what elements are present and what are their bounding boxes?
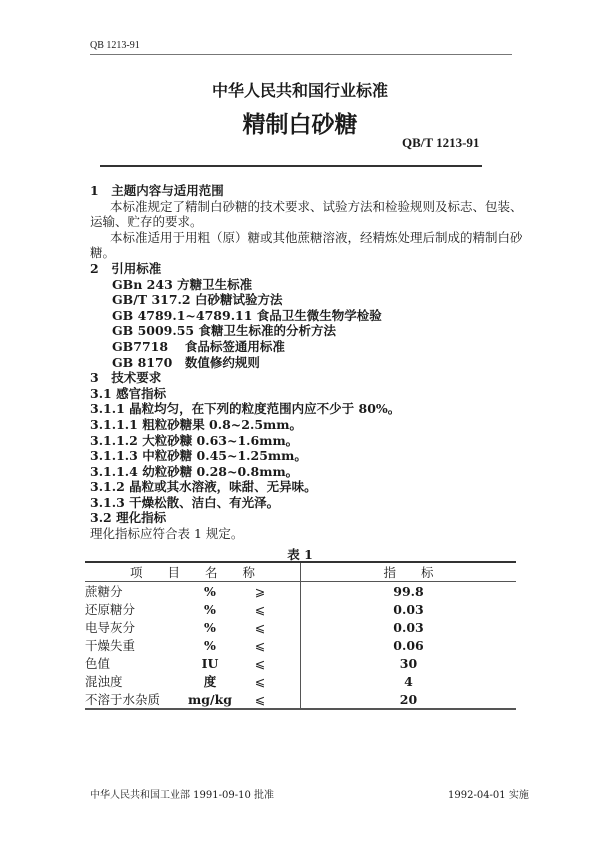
reference-item: GBn 243 方糖卫生标准 xyxy=(112,276,253,292)
item-cell xyxy=(85,618,301,636)
item-value: 4 xyxy=(404,673,413,689)
item-cell xyxy=(85,600,301,618)
document-title: 精制白砂糖 xyxy=(242,112,358,138)
standard-category-title: 中华人民共和国行业标准 xyxy=(211,81,388,100)
clause: 3.1.1.1 粗粒砂糖果 0.8~2.5mm。 xyxy=(90,416,302,432)
item-comparator: ⩽ xyxy=(254,656,266,671)
item-comparator: ⩽ xyxy=(254,638,266,653)
item-value: 30 xyxy=(399,655,418,671)
subsection-heading: 3.1 感官指标 xyxy=(90,385,167,401)
reference-item: GB/T 317.2 白砂糖试验方法 xyxy=(112,292,283,308)
item-comparator: ⩽ xyxy=(254,674,266,689)
item-name: 不溶于水杂质 xyxy=(85,692,161,707)
section-heading: 1 主题内容与适用范围 xyxy=(90,183,224,198)
running-header-code: QB 1213-91 xyxy=(90,40,140,51)
reference-item: GB 5009.55 食糖卫生标准的分析方法 xyxy=(112,323,336,339)
document-body xyxy=(90,183,523,542)
item-cell xyxy=(85,672,301,690)
clause: 3.1.1.4 幼粒砂糖 0.28~0.8mm。 xyxy=(90,463,299,479)
table-header-row xyxy=(85,562,516,582)
item-value: 99.8 xyxy=(393,583,424,599)
item-name: 干燥失重 xyxy=(85,638,136,653)
table-row xyxy=(85,690,516,709)
paragraph: 糖。 xyxy=(90,245,116,261)
table-row xyxy=(85,672,516,690)
header-item-name: 项 目 名 称 xyxy=(85,562,301,582)
item-value: 0.03 xyxy=(393,619,424,635)
item-cell xyxy=(85,636,301,654)
reference-item: GB 8170 数值修约规则 xyxy=(112,354,260,370)
header-divider xyxy=(90,54,512,55)
paragraph: 本标准规定了精制白砂糖的技术要求、试验方法和检验规则及标志、包装、 xyxy=(110,198,523,214)
item-value: 0.06 xyxy=(393,637,424,653)
table-caption: 表 1 xyxy=(287,547,313,562)
item-cell xyxy=(85,582,301,601)
standard-code: QB/T 1213-91 xyxy=(402,135,480,150)
item-name: 混浊度 xyxy=(85,674,123,689)
item-unit: mg/kg xyxy=(188,692,232,707)
clause: 3.1.1 晶粒均匀，在下列的粒度范围内应不少于 80%。 xyxy=(90,401,401,417)
effective-date: 1992-04-01 实施 xyxy=(448,790,529,801)
table-row xyxy=(85,600,516,618)
item-comparator: ⩽ xyxy=(254,620,266,635)
clause: 3.1.3 干燥松散、洁白、有光泽。 xyxy=(90,494,280,510)
spec-table xyxy=(85,561,516,710)
clause: 3.1.2 晶粒或其水溶液，味甜、无异味。 xyxy=(90,479,317,495)
paragraph: 理化指标应符合表 1 规定。 xyxy=(90,526,244,542)
item-comparator: ⩽ xyxy=(254,602,266,617)
item-comparator: ⩾ xyxy=(254,584,266,599)
subsection-heading: 3.2 理化指标 xyxy=(90,510,167,526)
table-row xyxy=(85,618,516,636)
item-cell xyxy=(85,654,301,672)
title-divider xyxy=(100,165,482,167)
header-spec: 指 标 xyxy=(301,562,517,582)
table-row xyxy=(85,636,516,654)
paragraph: 本标准适用于用粗（原）糖或其他蔗糖溶液，经精炼处理后制成的精制白砂 xyxy=(110,229,523,245)
item-name: 电导灰分 xyxy=(85,620,136,635)
item-value: 0.03 xyxy=(393,601,424,617)
item-value: 20 xyxy=(399,691,418,707)
section-heading: 2 引用标准 xyxy=(90,260,162,276)
clause: 3.1.1.2 大粒砂糠 0.63~1.6mm。 xyxy=(90,432,299,448)
clause: 3.1.1.3 中粒砂糖 0.45~1.25mm。 xyxy=(90,448,307,464)
item-name: 色值 xyxy=(85,656,111,671)
reference-item: GB7718 食品标签通用标准 xyxy=(112,338,285,354)
item-name: 还原糖分 xyxy=(85,602,136,617)
item-unit: 度 xyxy=(203,674,217,689)
item-unit: % xyxy=(204,638,216,653)
item-unit: IU xyxy=(201,656,219,671)
item-unit: % xyxy=(204,584,216,599)
item-name: 蔗糖分 xyxy=(85,584,123,599)
approval-note: 中华人民共和国工业部 1991-09-10 批准 xyxy=(90,790,275,801)
section-heading: 3 技术要求 xyxy=(90,370,162,386)
table-row xyxy=(85,654,516,672)
paragraph: 运输、贮存的要求。 xyxy=(90,214,203,230)
reference-item: GB 4789.1~4789.11 食品卫生微生物学检验 xyxy=(112,307,382,323)
item-unit: % xyxy=(204,620,216,635)
item-unit: % xyxy=(204,602,216,617)
item-comparator: ⩽ xyxy=(254,692,266,707)
item-cell xyxy=(85,690,301,709)
table-row xyxy=(85,582,516,601)
